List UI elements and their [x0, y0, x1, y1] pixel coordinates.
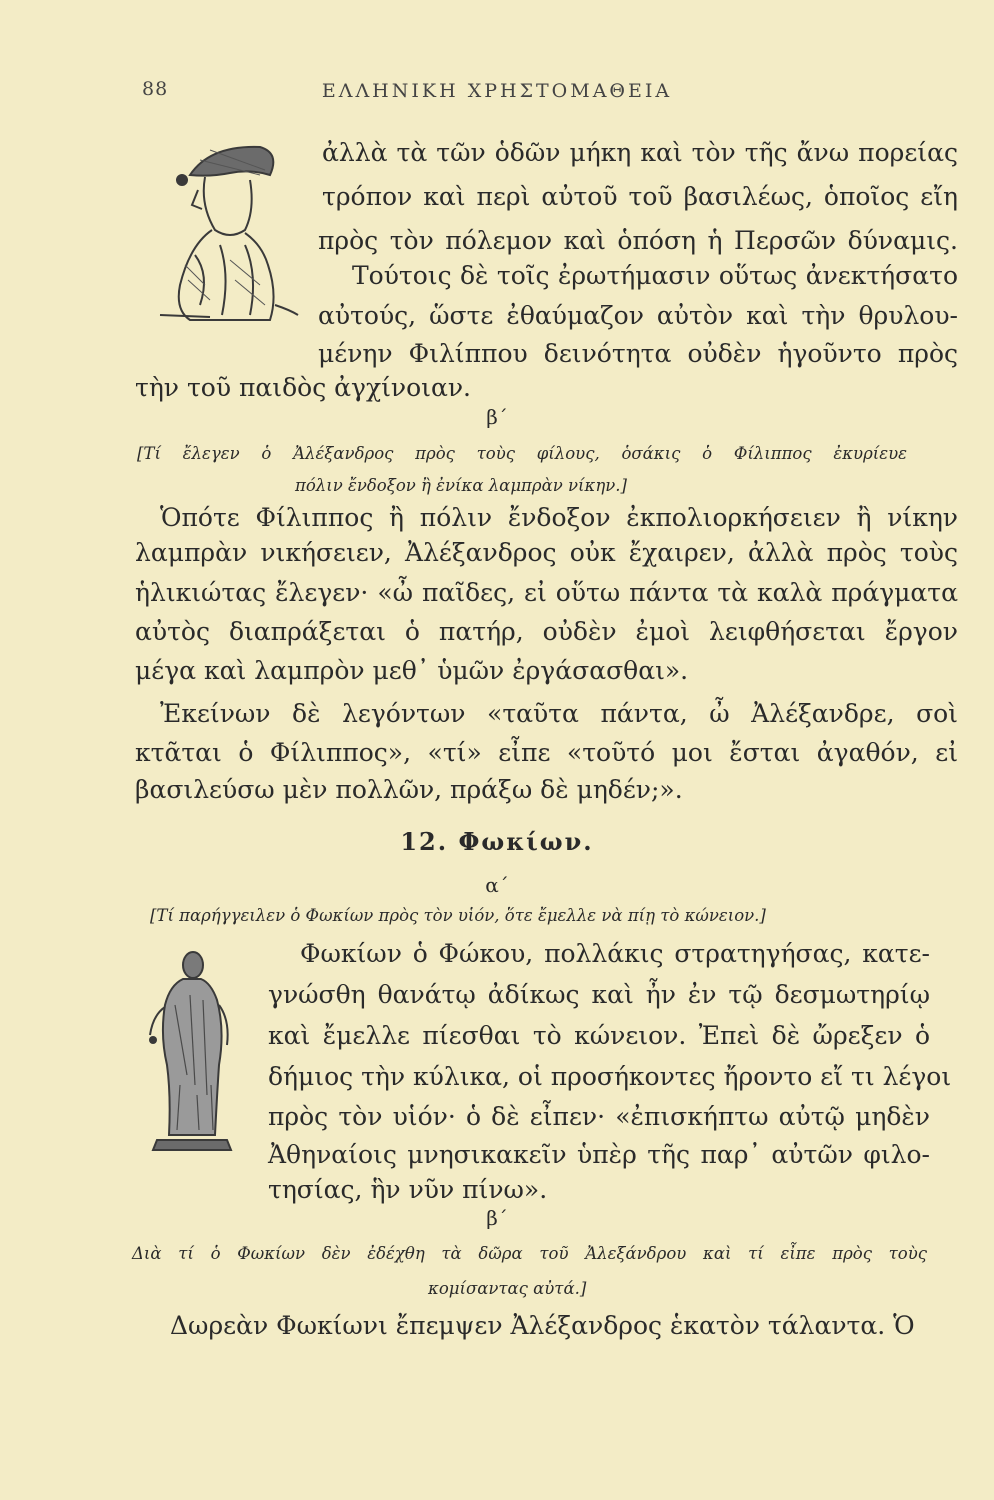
phocion-statue-figure — [135, 945, 250, 1160]
alexander-portrait-figure — [150, 135, 315, 335]
question-line: κομίσαντας αὐτά.] — [428, 1279, 587, 1298]
running-title: ΕΛΛΗΝΙΚΗ ΧΡΗΣΤΟΜΑΘΕΙΑ — [321, 80, 673, 102]
text-line: Ἀθηναίοις μνησικακεῖν ὑπὲρ τῆς παρ᾽ αὐτῶν φιλο- — [268, 1140, 930, 1169]
question-line: [Τί παρήγγειλεν ὁ Φωκίων πρὸς τὸν υἱόν, ὅτε ἔμελλε νὰ πίῃ τὸ κώνειον.] — [150, 906, 766, 925]
text-line: Φωκίων ὁ Φώκου, πολλάκις στρατηγήσας, κατε- — [300, 939, 930, 968]
text-line: ἡλικιώτας ἔλεγεν· «ὦ παῖδες, εἰ οὕτω πάντα τὰ καλὰ πράγματα — [135, 578, 958, 607]
text-line: ἀλλὰ τὰ τῶν ὁδῶν μήκη καὶ τὸν τῆς ἄνω πορείας — [322, 138, 958, 167]
section-heading: 12. Φωκίων. — [400, 827, 594, 856]
text-line: λαμπρὰν νικήσειεν, Ἀλέξανδρος οὐκ ἔχαιρεν, ἀλλὰ πρὸς τοὺς — [135, 538, 958, 567]
text-line: Τούτοις δὲ τοῖς ἐρωτήμασιν οὕτως ἀνεκτήσατο — [352, 261, 958, 290]
question-line: [Τί ἔλεγεν ὁ Ἀλέξανδρος πρὸς τοὺς φίλους, ὁσάκις ὁ Φίλιππος ἐκυρίευε — [137, 444, 907, 463]
section-marker: β΄ — [486, 1206, 508, 1230]
standing-statue-icon — [135, 945, 250, 1160]
question-line: πόλιν ἔνδοξον ἢ ἐνίκα λαμπρὰν νίκην.] — [295, 476, 627, 495]
text-line: Ὁπότε Φίλιππος ἢ πόλιν ἔνδοξον ἐκπολιορκήσειεν ἢ νίκην — [160, 503, 958, 532]
text-line: Δωρεὰν Φωκίωνι ἔπεμψεν Ἀλέξανδρος ἑκατὸν τάλαντα. Ὁ — [170, 1311, 915, 1340]
text-line: πρὸς τὸν υἱόν· ὁ δὲ εἶπεν· «ἐπισκήπτω αὐτῷ μηδὲν — [268, 1102, 930, 1131]
text-line: πρὸς τὸν πόλεμον καὶ ὁπόση ἡ Περσῶν δύναμις. — [318, 226, 958, 255]
section-marker: β΄ — [486, 405, 508, 429]
text-line: τὴν τοῦ παιδὸς ἀγχίνοιαν. — [135, 373, 471, 402]
page-header — [0, 78, 994, 112]
text-line: μένην Φιλίππου δεινότητα οὐδὲν ἡγοῦντο πρὸς — [318, 339, 958, 368]
text-line: αὐτὸς διαπράξεται ὁ πατήρ, οὐδὲν ἐμοὶ λειφθήσεται ἔργον — [135, 617, 958, 646]
portrait-bust-icon — [150, 135, 315, 335]
text-line: βασιλεύσω μὲν πολλῶν, πράξω δὲ μηδέν;». — [135, 775, 683, 804]
text-line: μέγα καὶ λαμπρὸν μεθ᾽ ὑμῶν ἐργάσασθαι». — [135, 656, 689, 685]
text-line: κτᾶται ὁ Φίλιππος», «τί» εἶπε «τοῦτό μοι ἔσται ἀγαθόν, εἰ — [135, 738, 958, 767]
text-line: τησίας, ἣν νῦν πίνω». — [268, 1175, 548, 1204]
text-line: γνώσθη θανάτῳ ἀδίκως καὶ ἦν ἐν τῷ δεσμωτηρίῳ — [268, 980, 930, 1009]
question-line: Διὰ τί ὁ Φωκίων δὲν ἐδέχθη τὰ δῶρα τοῦ Ἀλεξάνδρου καὶ τί εἶπε πρὸς τοὺς — [132, 1244, 927, 1263]
text-line: δήμιος τὴν κύλικα, οἱ προσήκοντες ἤροντο εἴ τι λέγοι — [268, 1062, 952, 1091]
page-number: 88 — [142, 78, 169, 100]
text-line: αὐτούς, ὥστε ἐθαύμαζον αὐτὸν καὶ τὴν θρυλου- — [318, 301, 958, 330]
section-marker: α΄ — [485, 873, 509, 897]
text-line: τρόπον καὶ περὶ αὐτοῦ τοῦ βασιλέως, ὁποῖος εἴη — [322, 182, 958, 211]
text-line: Ἐκείνων δὲ λεγόντων «ταῦτα πάντα, ὦ Ἀλέξανδρε, σοὶ — [160, 699, 958, 728]
text-line: καὶ ἔμελλε πίεσθαι τὸ κώνειον. Ἐπεὶ δὲ ὤρεξεν ὁ — [268, 1021, 930, 1050]
